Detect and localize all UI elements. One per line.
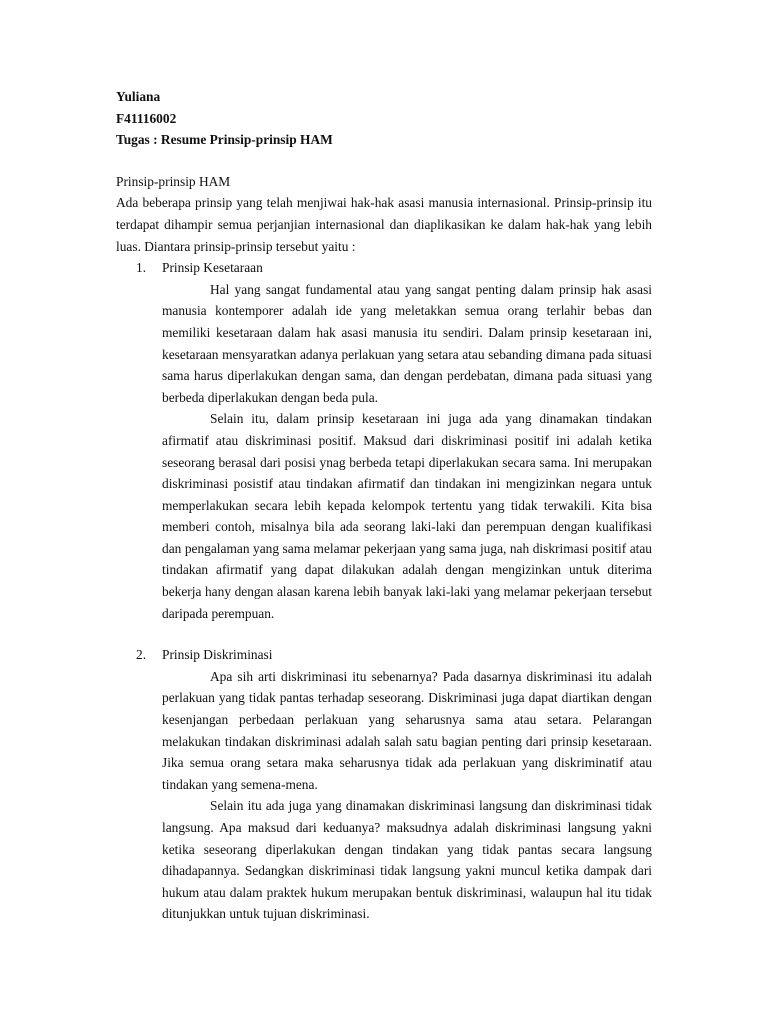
list-item-title bbox=[116, 644, 652, 666]
list-item bbox=[116, 257, 652, 624]
blank-line bbox=[116, 151, 652, 171]
list-item-number: 2. bbox=[136, 647, 147, 663]
list-item-paragraph: Selain itu, dalam prinsip kesetaraan ini juga ada yang dinamakan tindakan afirmatif atau diskriminasi positif. Maksud dari diskriminasi positif ini adalah ketika seseorang berasal dari posisi ynag berbeda tetapi diperlakukan secara sama. Ini merupakan diskriminasi posistif atau tindakan afirmatif dan tindakan ini mengizinkan negara untuk memperlakukan secara lebih kepada kelompok tertentu yang tidak terwakili. Kita bisa memberi contoh, misalnya bila ada seorang laki-laki dan perempuan dengan kualifikasi dan pengalaman yang sama melamar pekerjaan yang sama juga, nah diskrimasi positif atau tindakan afirmatif yang dapat dilakukan adalah dengan mengizinkan untuk diterima bekerja hany dengan alasan karena lebih banyak laki-laki yang melamar pekerjaan tersebut daripada perempuan. bbox=[162, 411, 652, 621]
list-item-title bbox=[116, 257, 652, 279]
author-name: Yuliana bbox=[116, 89, 161, 104]
list-item-title-text: Prinsip Kesetaraan bbox=[162, 260, 263, 276]
list-item bbox=[116, 644, 652, 925]
intro-paragraph: Ada beberapa prinsip yang telah menjiwai hak-hak asasi manusia internasional. Prinsip-prinsip itu terdapat dihampir semua perjanjian internasional dan diaplikasikan ke dalam hak-hak yang lebih luas. Diantara prinsip-prinsip tersebut yaitu : bbox=[116, 195, 652, 254]
list-item-paragraph: Hal yang sangat fundamental atau yang sangat penting dalam prinsip hak asasi manusia kontemporer adalah ide yang meletakkan semua orang terlahir bebas dan memiliki kesetaraan dalam hak asasi manusia itu sendiri. Dalam prinsip kesetaraan ini, kesetaraan mensyaratkan adanya perlakuan yang setara atau sebanding dimana pada situasi sama harus diperlakukan dengan sama, dan dengan perdebatan, dimana pada situasi yang berbeda diperlakukan dengan beda pula. bbox=[162, 281, 652, 405]
list-item-paragraph: Apa sih arti diskriminasi itu sebenarnya? Pada dasarnya diskriminasi itu adalah perlakuan yang tidak pantas terhadap seseorang. Diskriminasi juga dapat diartikan dengan kesenjangan perbedaan perlakuan yang seharusnya sama atau setara. Pelarangan melakukan tindakan diskriminasi adalah salah satu bagian penting dari prinsip kesetaraan. Jika semua orang setara maka seharusnya tidak ada perlakuan yang diskriminatif atau tindakan yang semena-mena. bbox=[162, 668, 652, 792]
list-item-title-text: Prinsip Diskriminasi bbox=[162, 647, 273, 663]
list-item-paragraph: Selain itu ada juga yang dinamakan diskriminasi langsung dan diskriminasi tidak langsung. Apa maksud dari keduanya? maksudnya adalah diskriminasi langsung yakni ketika seseorang diperlakukan dengan tindakan yang tidak pantas secara langsung dihadapannya. Sedangkan diskriminasi tidak langsung yakni muncul ketika dampak dari hukum atau dalam praktek hukum merupakan bentuk diskriminasi, walaupun hal itu tidak ditunjukkan untuk tujuan diskriminasi. bbox=[162, 798, 652, 922]
assignment-title: Tugas : Resume Prinsip-prinsip HAM bbox=[116, 132, 333, 148]
student-id: F41116002 bbox=[116, 110, 177, 126]
list-item-number: 1. bbox=[136, 260, 147, 276]
blank-line bbox=[116, 624, 652, 644]
document-body bbox=[116, 86, 652, 925]
intro-heading: Prinsip-prinsip HAM bbox=[116, 173, 231, 189]
